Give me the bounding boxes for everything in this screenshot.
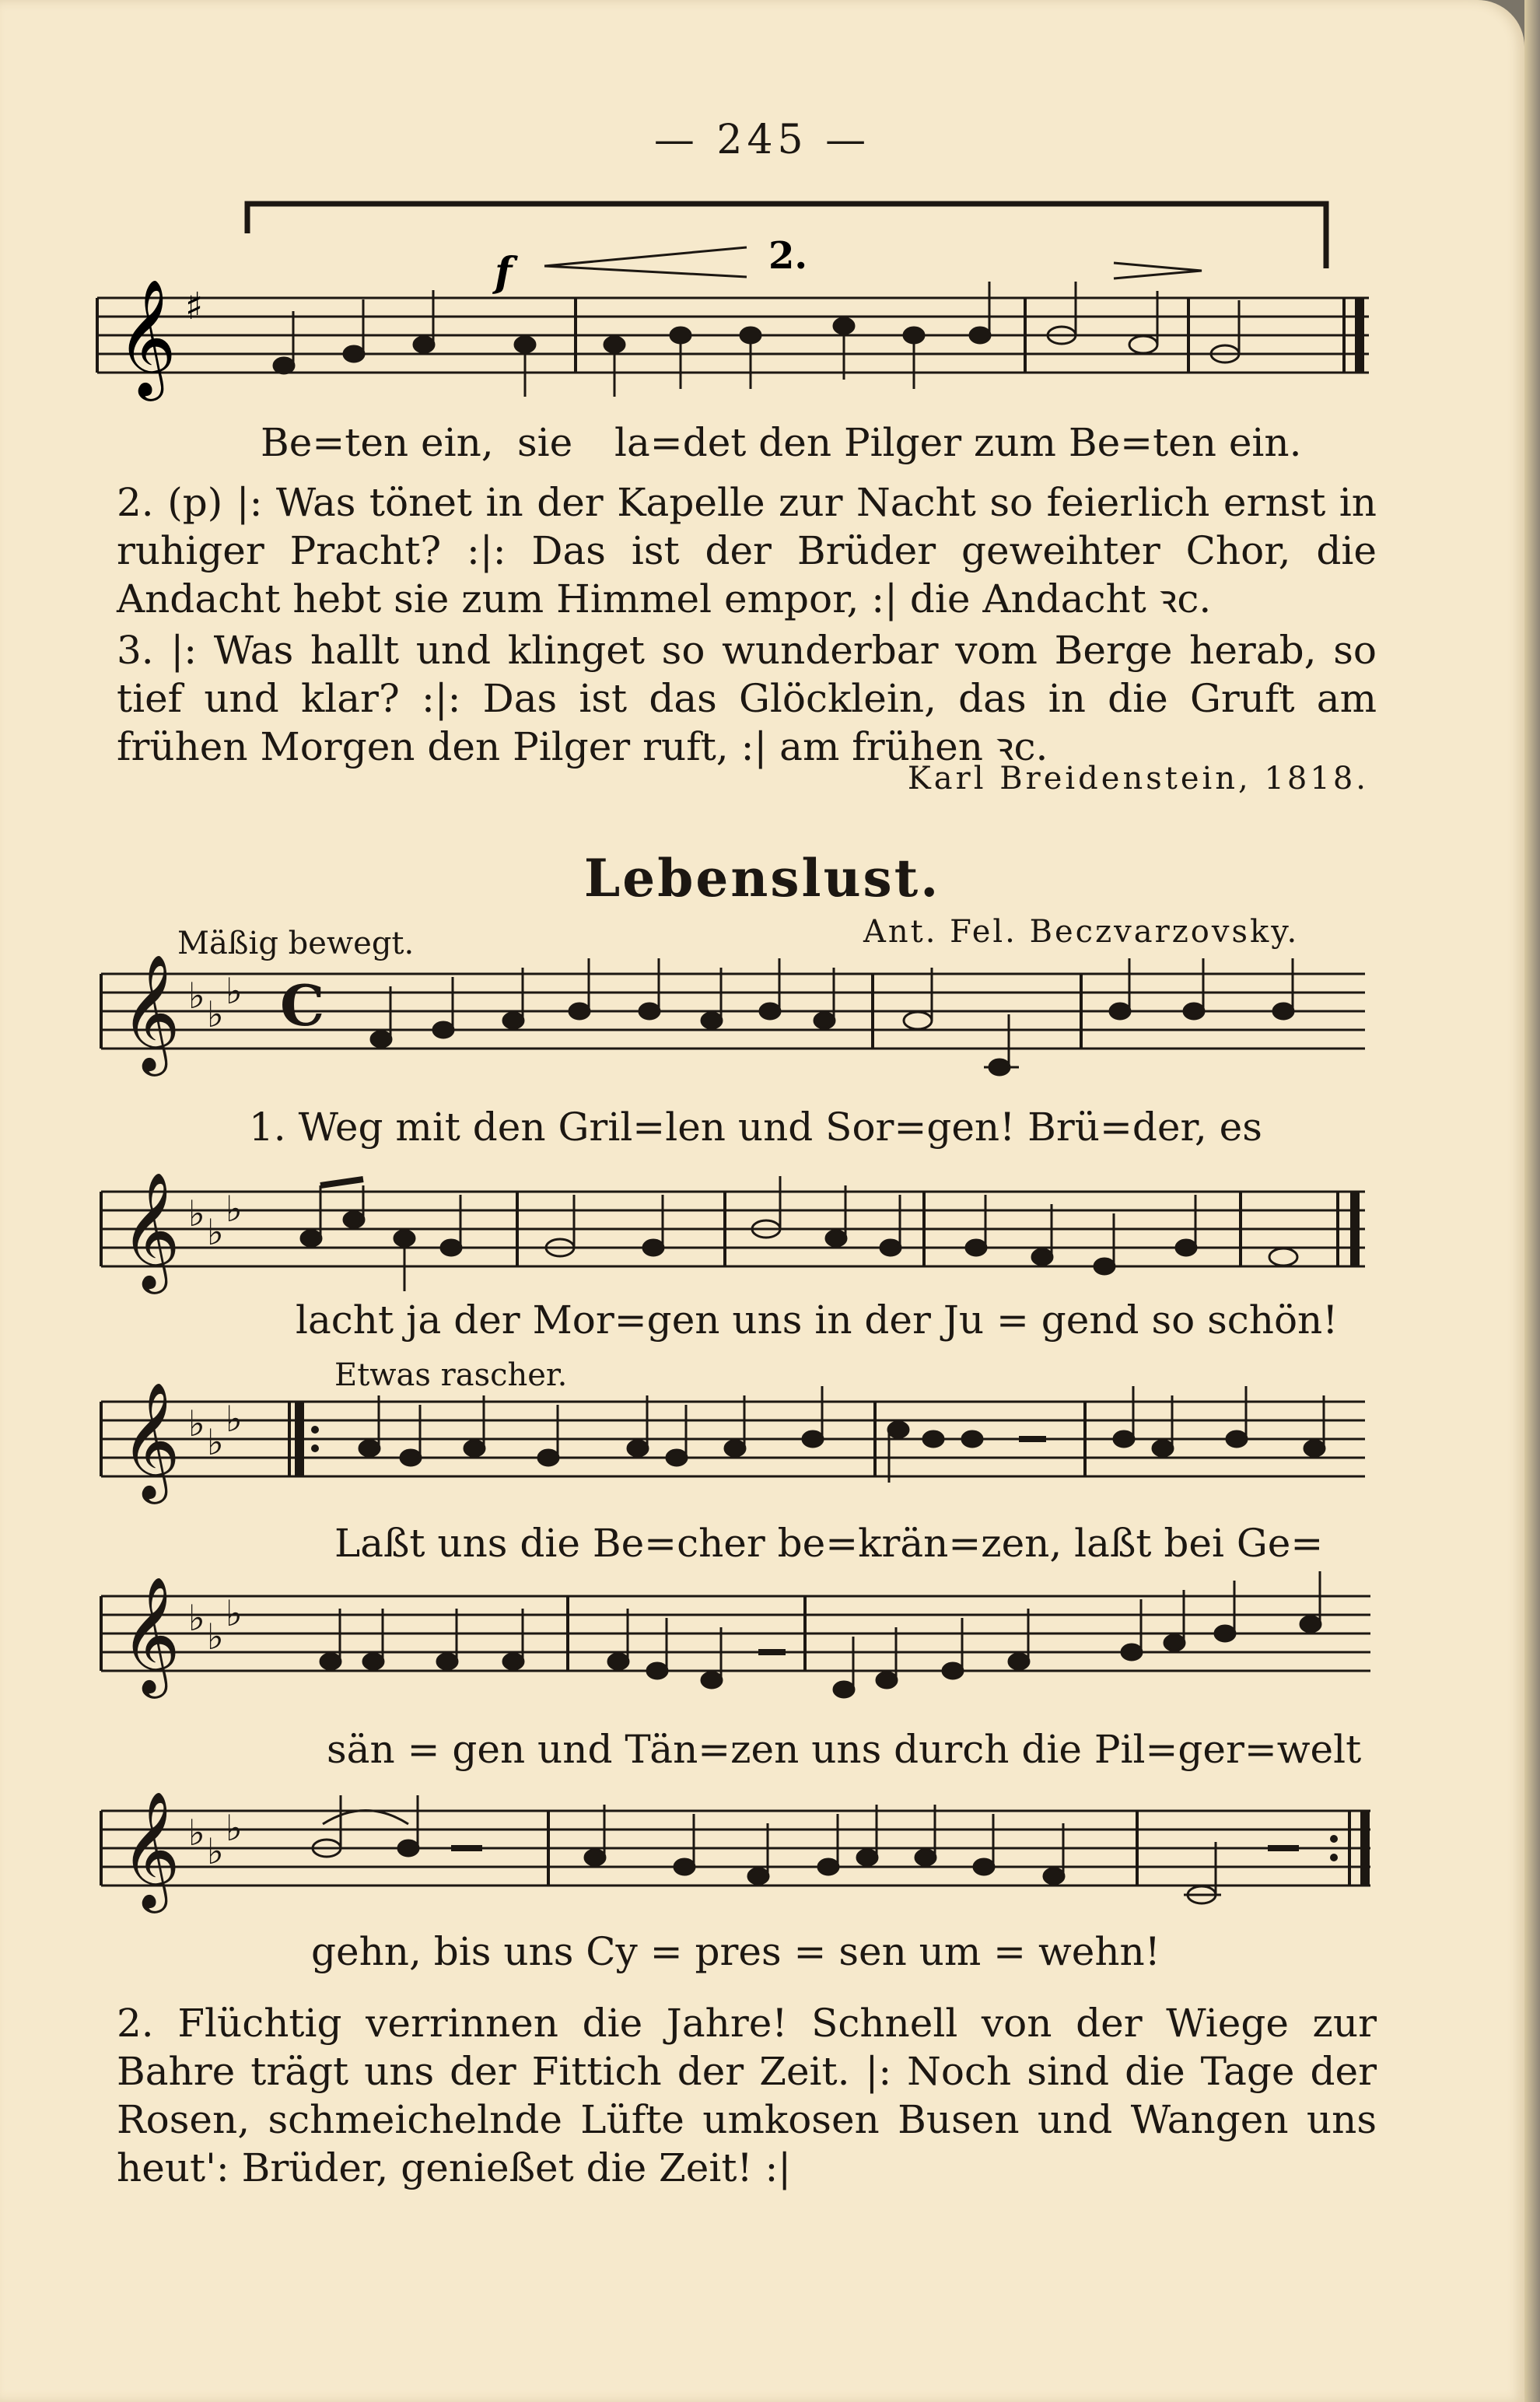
- svg-text:♭: ♭: [207, 993, 224, 1035]
- svg-text:♭: ♭: [207, 1421, 224, 1463]
- page-number: — 245 —: [653, 117, 871, 163]
- svg-text:♭: ♭: [226, 1592, 243, 1634]
- volta-label: 2.: [768, 234, 808, 278]
- svg-text:𝄞: 𝄞: [121, 1171, 180, 1289]
- tempo-marking-2: Etwas rascher.: [334, 1357, 568, 1393]
- svg-text:♭: ♭: [207, 1830, 224, 1872]
- svg-text:𝄞: 𝄞: [121, 1790, 180, 1908]
- svg-text:♭: ♭: [226, 1807, 243, 1849]
- svg-text:♭: ♭: [188, 1192, 205, 1234]
- svg-text:♭: ♭: [226, 1398, 243, 1440]
- song1-verse-3: 3. |: Was hallt und klinget so wunderbar vom Berge herab, so tief und klar? :|: Das ist das Glöcklein, das in die Gruft am frühen Morgen den Pilger ruft, :| am frühen ꝛc.: [117, 628, 1377, 769]
- svg-text:𝄞: 𝄞: [121, 1575, 180, 1693]
- dynamic-mark: f: [495, 249, 513, 296]
- page-edge: [1524, 0, 1540, 2402]
- song2-lyric-5: gehn, bis uns Cy = pres = sen um = wehn!: [311, 1929, 1160, 1974]
- svg-text:♭: ♭: [207, 1616, 224, 1658]
- svg-text:♭: ♭: [188, 1597, 205, 1639]
- svg-text:𝄞: 𝄞: [121, 953, 180, 1071]
- svg-text:♭: ♭: [226, 970, 243, 1012]
- song1-lyric-3: la=det den Pilger zum Be=ten ein.: [614, 420, 1302, 465]
- svg-text:♭: ♭: [207, 1211, 224, 1253]
- song2-lyric-1: 1. Weg mit den Gril=len und Sor=gen! Brü=der, es: [249, 1105, 1262, 1150]
- song1-lyric-2: sie: [517, 420, 573, 465]
- song2-lyric-4: sän = gen und Tän=zen uns durch die Pil=ger=welt: [327, 1727, 1362, 1772]
- svg-text:C: C: [280, 972, 325, 1038]
- song1-lyric-1: Be=ten ein,: [261, 420, 494, 465]
- song2-lyric-3: Laßt uns die Be=cher be=krän=zen, laßt bei Ge=: [334, 1521, 1324, 1566]
- song1-verse-2: 2. (p) |: Was tönet in der Kapelle zur Nacht so feierlich ernst in ruhiger Pracht? :|: Das ist der Brüder geweihter Chor, die Andacht hebt sie zum Himmel empor, :| die Andacht ꝛc.: [117, 480, 1377, 622]
- svg-text:♯: ♯: [185, 285, 204, 328]
- svg-text:𝄞: 𝄞: [117, 278, 177, 396]
- song2-verse-2: 2. Flüchtig verrinnen die Jahre! Schnell von der Wiege zur Bahre trägt uns der Fittich der Zeit. |: Noch sind die Tage der Rosen, schmeichelnde Lüfte umkosen Busen und Wangen uns heut': Brüder, genießet die Zeit! :|: [117, 2001, 1377, 2190]
- svg-text:♭: ♭: [188, 1812, 205, 1854]
- tempo-marking-1: Mäßig bewegt.: [177, 926, 415, 961]
- svg-text:♭: ♭: [188, 975, 205, 1017]
- song1-author: Karl Breidenstein, 1818.: [907, 761, 1369, 797]
- composer: Ant. Fel. Beczvarzovsky.: [863, 914, 1300, 950]
- svg-text:♭: ♭: [226, 1188, 243, 1230]
- song-title: Lebenslust.: [583, 848, 941, 909]
- svg-text:𝄞: 𝄞: [121, 1381, 180, 1499]
- svg-text:♭: ♭: [188, 1402, 205, 1444]
- song2-lyric-2: lacht ja der Mor=gen uns in der Ju = gend so schön!: [296, 1297, 1339, 1343]
